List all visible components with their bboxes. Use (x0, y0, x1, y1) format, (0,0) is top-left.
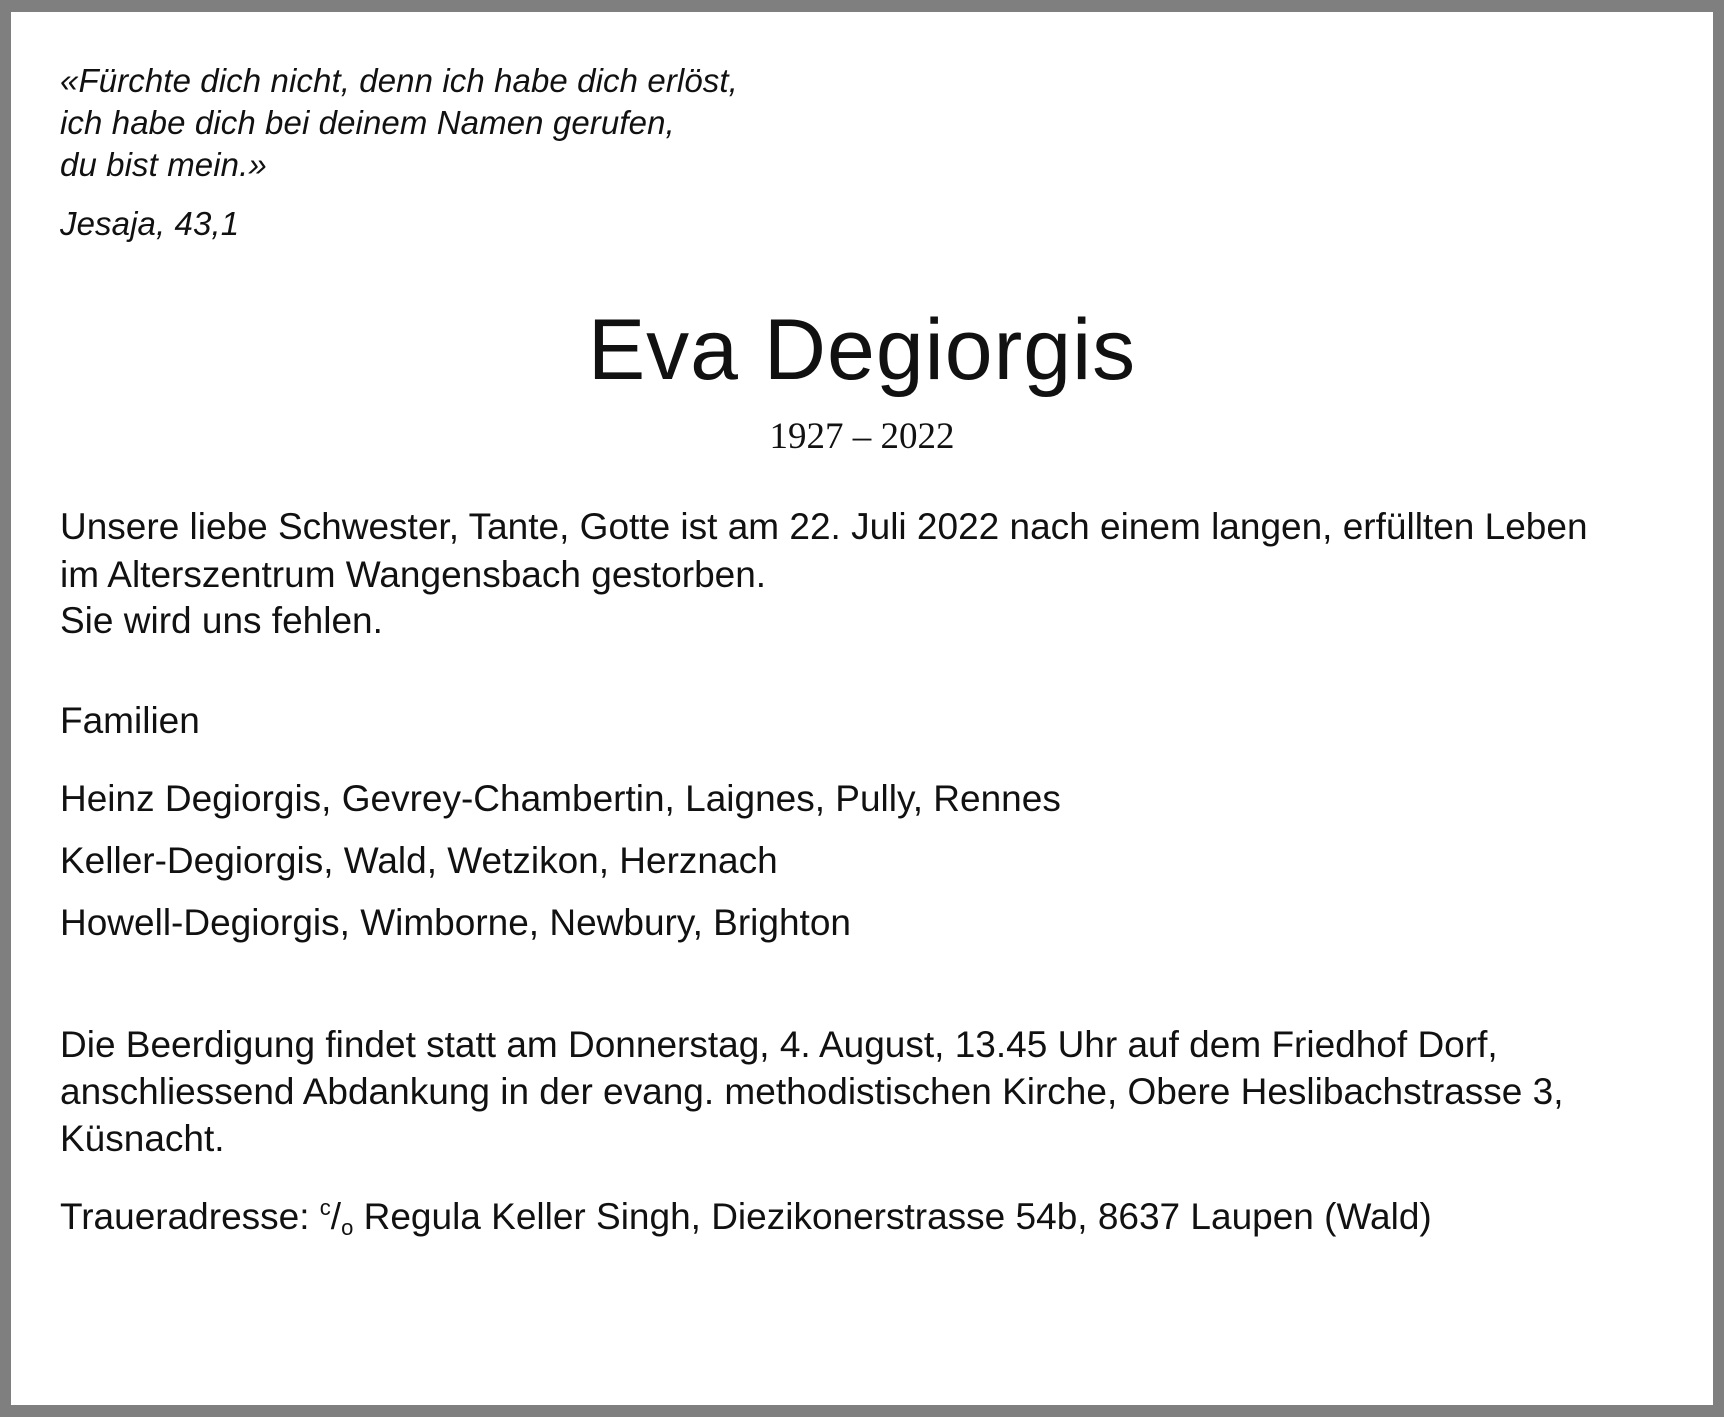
announcement-line: Unsere liebe Schwester, Tante, Gotte ist am 22. Juli 2022 nach einem langen, erfüllten Leben (60, 506, 1588, 547)
announcement-line: im Alterszentrum Wangensbach gestorben. (60, 554, 767, 595)
funeral-line: Küsnacht. (60, 1118, 225, 1159)
quote-line: du bist mein.» (60, 146, 267, 183)
quote-line: «Fürchte dich nicht, denn ich habe dich erlöst, (60, 62, 738, 99)
obituary-notice (11, 12, 1713, 1405)
life-years: 1927 – 2022 (769, 416, 955, 457)
family-entry: Howell-Degiorgis, Wimborne, Newbury, Brighton (60, 902, 851, 943)
family-entry: Heinz Degiorgis, Gevrey-Chambertin, Laignes, Pully, Rennes (60, 778, 1061, 819)
announcement-line: Sie wird uns fehlen. (60, 600, 383, 641)
quote-reference: Jesaja, 43,1 (60, 205, 240, 242)
quote-line: ich habe dich bei deinem Namen gerufen, (60, 104, 675, 141)
funeral-line: Die Beerdigung findet statt am Donnerstag, 4. August, 13.45 Uhr auf dem Friedhof Dorf, (60, 1024, 1498, 1065)
funeral-line: anschliessend Abdankung in der evang. methodistischen Kirche, Obere Heslibachstrasse 3, (60, 1071, 1564, 1112)
family-entry: Keller-Degiorgis, Wald, Wetzikon, Herznach (60, 840, 778, 881)
address-text: Regula Keller Singh, Diezikonerstrasse 54b, 8637 Laupen (Wald) (363, 1196, 1432, 1237)
families-heading: Familien (60, 700, 200, 741)
address-label: Traueradresse: (60, 1196, 310, 1237)
deceased-name: Eva Degiorgis (587, 302, 1137, 398)
mourning-address (60, 1195, 1432, 1240)
care-of-symbol: $^c$/o (319, 1195, 354, 1240)
